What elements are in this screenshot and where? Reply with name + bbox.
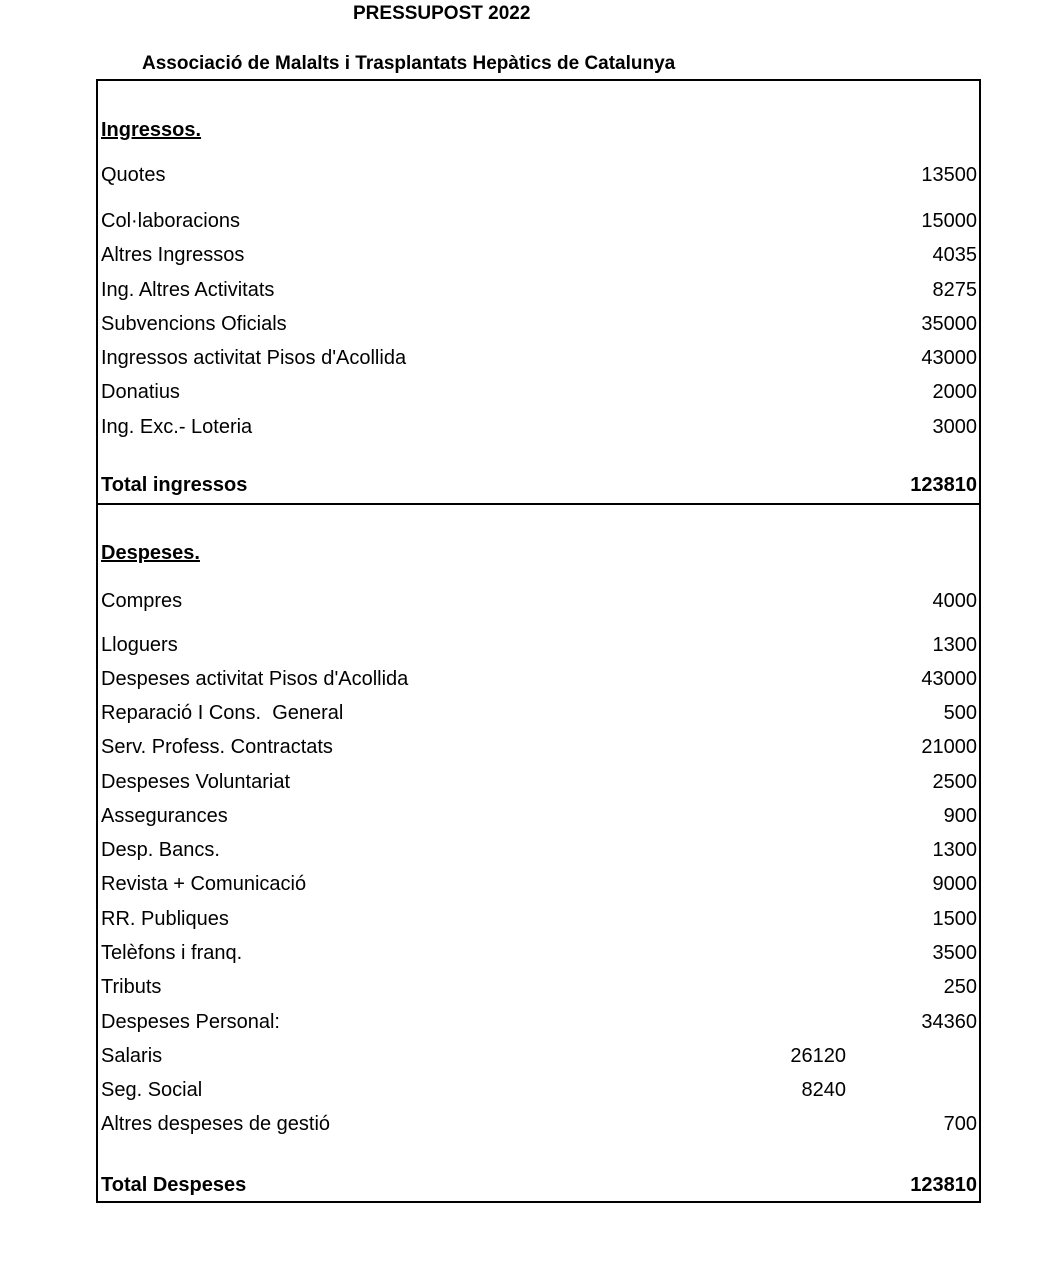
expense-sub-value: 8240 bbox=[801, 1079, 846, 1101]
expense-label: Lloguers bbox=[101, 634, 178, 656]
expense-row bbox=[101, 666, 977, 692]
expense-value: 34360 bbox=[921, 1011, 977, 1033]
income-value: 35000 bbox=[921, 313, 977, 335]
expense-value: 900 bbox=[943, 805, 977, 827]
income-value: 8275 bbox=[932, 279, 977, 301]
income-value: 3000 bbox=[932, 416, 977, 438]
income-row bbox=[101, 208, 977, 234]
expense-label: Compres bbox=[101, 590, 183, 612]
expense-value: 700 bbox=[943, 1113, 977, 1135]
expense-label: Revista + Comunicació bbox=[101, 873, 307, 895]
expense-label: Altres despeses de gestió bbox=[101, 1113, 331, 1135]
expense-total-label: Total Despeses bbox=[101, 1174, 247, 1196]
expense-label: Telèfons i franq. bbox=[101, 942, 243, 964]
income-total-value: 123810 bbox=[910, 474, 977, 496]
expense-value: 21000 bbox=[921, 736, 977, 758]
expense-row bbox=[101, 700, 977, 726]
expense-label: Desp. Bancs. bbox=[101, 839, 220, 861]
expense-value: 3500 bbox=[932, 942, 977, 964]
income-row bbox=[101, 162, 977, 188]
expense-row bbox=[101, 803, 977, 829]
income-row bbox=[101, 345, 977, 371]
income-value: 13500 bbox=[921, 164, 977, 186]
income-heading: Ingressos. bbox=[101, 119, 202, 141]
income-value: 4035 bbox=[932, 244, 977, 266]
expense-row bbox=[101, 588, 977, 614]
income-label: Ing. Altres Activitats bbox=[101, 279, 275, 301]
income-value: 15000 bbox=[921, 210, 977, 232]
income-label: Quotes bbox=[101, 164, 166, 186]
expense-value: 43000 bbox=[921, 668, 977, 690]
expense-value: 1300 bbox=[932, 839, 977, 861]
expense-value: 250 bbox=[943, 976, 977, 998]
expense-label: Serv. Profess. Contractats bbox=[101, 736, 333, 758]
expense-sub-label: Salaris bbox=[101, 1045, 163, 1067]
income-heading-row bbox=[101, 117, 977, 143]
document-title: PRESSUPOST 2022 bbox=[353, 3, 531, 24]
expense-value: 1300 bbox=[932, 634, 977, 656]
income-row bbox=[101, 277, 977, 303]
expense-row bbox=[101, 974, 977, 1000]
expense-value: 1500 bbox=[932, 908, 977, 930]
income-label: Ing. Exc.- Loteria bbox=[101, 416, 253, 438]
expense-value: 500 bbox=[943, 702, 977, 724]
expense-heading: Despeses. bbox=[101, 542, 200, 564]
expense-row bbox=[101, 906, 977, 932]
income-label: Donatius bbox=[101, 381, 180, 403]
expense-heading-row bbox=[101, 540, 977, 566]
income-row bbox=[101, 414, 977, 440]
income-total-row bbox=[101, 472, 977, 498]
expense-subrow bbox=[101, 1077, 977, 1103]
expense-row bbox=[101, 734, 977, 760]
expense-row bbox=[101, 837, 977, 863]
expense-value: 4000 bbox=[932, 590, 977, 612]
expense-row bbox=[101, 769, 977, 795]
expense-row bbox=[101, 940, 977, 966]
income-label: Subvencions Oficials bbox=[101, 313, 287, 335]
income-row bbox=[101, 242, 977, 268]
expense-row bbox=[101, 871, 977, 897]
income-label: Ingressos activitat Pisos d'Acollida bbox=[101, 347, 407, 369]
income-row bbox=[101, 311, 977, 337]
income-label: Col·laboracions bbox=[101, 210, 240, 232]
expense-label: Despeses Personal: bbox=[101, 1011, 280, 1033]
expense-label: Tributs bbox=[101, 976, 162, 998]
expense-row bbox=[101, 632, 977, 658]
expense-label: RR. Publiques bbox=[101, 908, 229, 930]
expense-sub-label: Seg. Social bbox=[101, 1079, 203, 1101]
organization-name: Associació de Malalts i Trasplantats Hepàtics de Catalunya bbox=[142, 53, 676, 74]
expense-sub-value: 26120 bbox=[790, 1045, 846, 1067]
income-value: 43000 bbox=[921, 347, 977, 369]
expense-value: 2500 bbox=[932, 771, 977, 793]
expense-total-row bbox=[101, 1172, 977, 1198]
income-value: 2000 bbox=[932, 381, 977, 403]
expense-subrow bbox=[101, 1043, 977, 1069]
expense-label: Reparació I Cons. General bbox=[101, 702, 344, 724]
expense-row bbox=[101, 1009, 977, 1035]
income-row bbox=[101, 379, 977, 405]
expense-label: Despeses Voluntariat bbox=[101, 771, 291, 793]
expense-label: Assegurances bbox=[101, 805, 228, 827]
expense-row bbox=[101, 1111, 977, 1137]
expense-value: 9000 bbox=[932, 873, 977, 895]
expense-label: Despeses activitat Pisos d'Acollida bbox=[101, 668, 409, 690]
income-label: Altres Ingressos bbox=[101, 244, 245, 266]
income-total-label: Total ingressos bbox=[101, 474, 248, 496]
expense-total-value: 123810 bbox=[910, 1174, 977, 1196]
